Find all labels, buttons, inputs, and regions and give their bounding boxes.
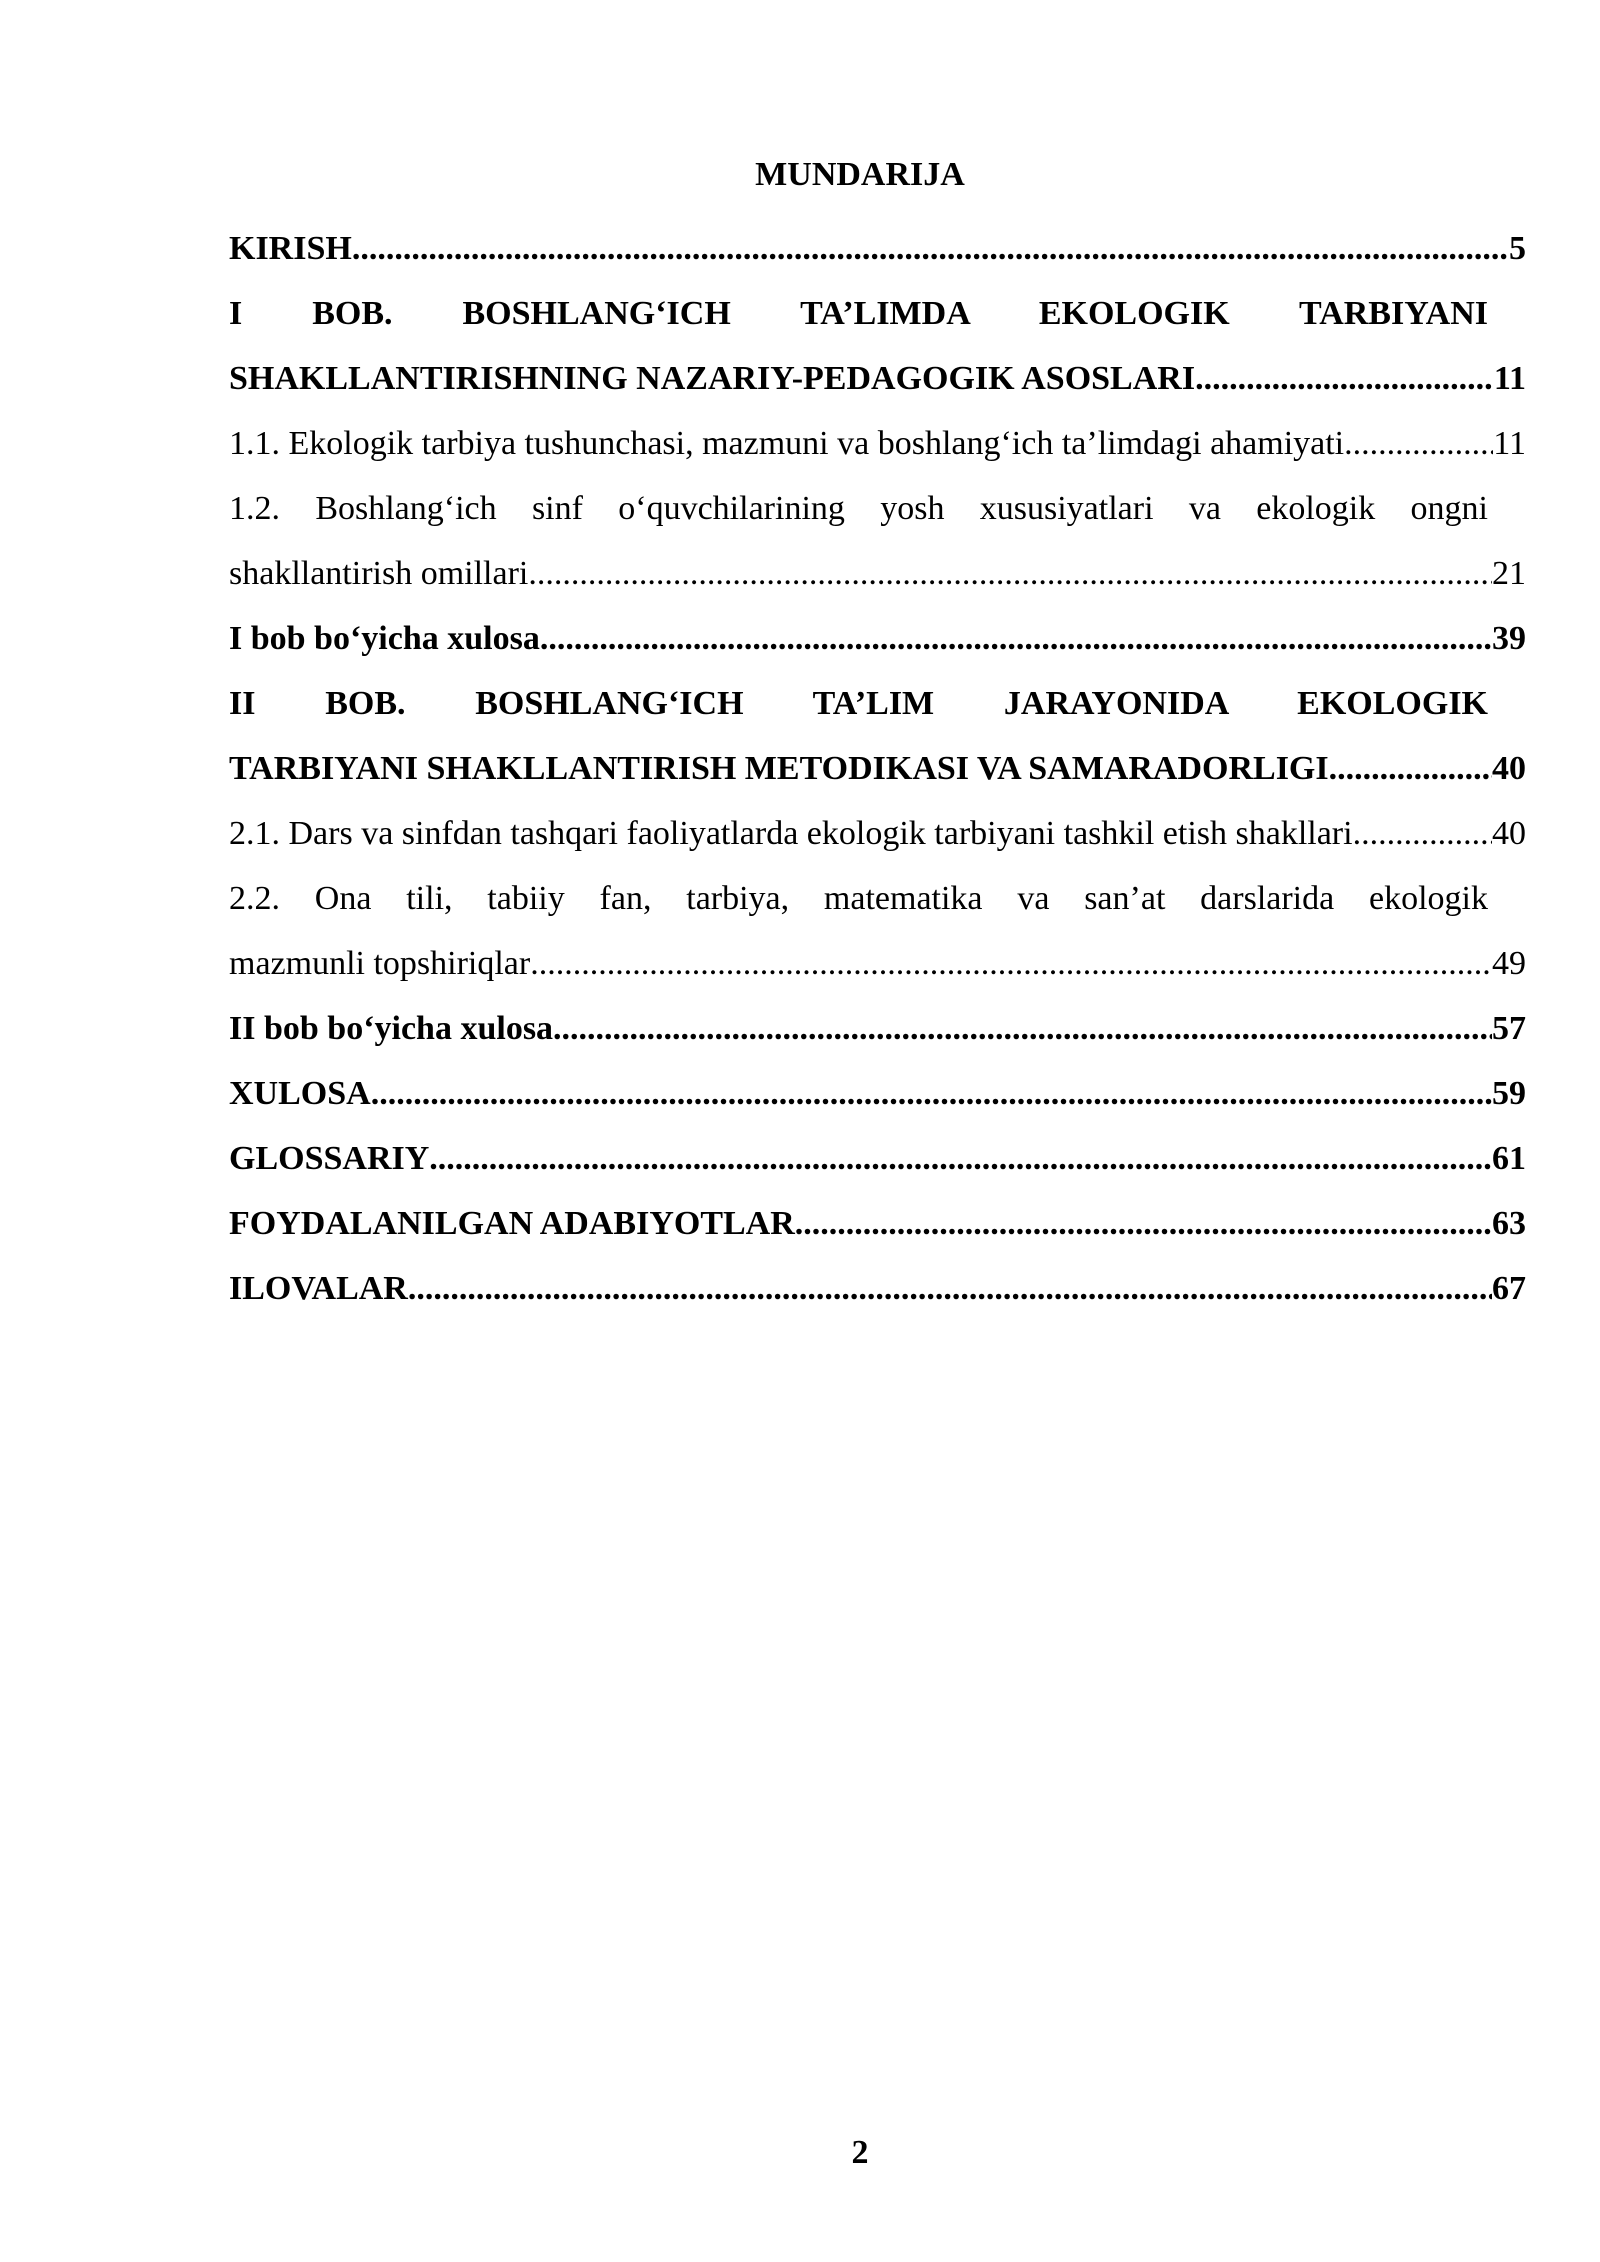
toc-entry-xulosa-2[interactable]: [229, 996, 1526, 1061]
toc-entry-2-2-line2[interactable]: [229, 931, 1526, 996]
toc-entry-page: 40: [1492, 815, 1526, 852]
toc-entry-text: XULOSA: [229, 1075, 371, 1112]
toc-entry-text: SHAKLLANTIRISHNING NAZARIY-PEDAGOGIK ASOSLARI: [229, 360, 1196, 397]
dot-leader: [795, 1191, 1492, 1256]
dot-leader: [1195, 346, 1494, 411]
dot-leader: [553, 996, 1492, 1061]
toc-entry-page: 49: [1492, 945, 1526, 982]
toc-entry-1-1[interactable]: [229, 411, 1526, 476]
toc-entry-text: I bob bo‘yicha xulosa: [229, 620, 540, 657]
toc-entry-page: 39: [1492, 620, 1526, 657]
toc-entry-text: shakllantirish omillari: [229, 555, 529, 592]
toc-entry-xulosa-1[interactable]: [229, 606, 1526, 671]
toc-entry-text: FOYDALANILGAN ADABIYOTLAR: [229, 1205, 795, 1242]
toc-entry-1-2-line1[interactable]: 1.2. Boshlang‘ich sinf o‘quvchilarining yosh xususiyatlari va ekologik ongni: [229, 490, 1488, 527]
dot-leader: [530, 931, 1492, 996]
dot-leader: [1353, 411, 1494, 476]
toc-title: MUNDARIJA: [755, 156, 965, 193]
toc-entry-page: 40: [1492, 750, 1526, 787]
toc-entry-text: TARBIYANI SHAKLLANTIRISH METODIKASI VA SAMARADORLIGI.: [229, 750, 1338, 787]
toc-entry-xulosa[interactable]: [229, 1061, 1526, 1126]
page-number: 2: [851, 2134, 869, 2171]
toc-entry-text: GLOSSARIY: [229, 1140, 430, 1177]
toc-entry-text: ILOVALAR: [229, 1270, 408, 1307]
toc-entry-bob2-line1[interactable]: II BOB. BOSHLANG‘ICH TA’LIM JARAYONIDA EKOLOGIK: [229, 685, 1488, 722]
toc-entry-kirish[interactable]: [229, 216, 1526, 281]
toc-entry-page: 63: [1492, 1205, 1526, 1242]
toc-entry-adabiyotlar[interactable]: [229, 1191, 1526, 1256]
toc-entry-page: 67: [1492, 1270, 1526, 1307]
toc-entry-text: KIRISH: [229, 230, 352, 267]
table-of-contents: [229, 216, 1526, 1321]
toc-entry-text: mazmunli topshiriqlar: [229, 945, 531, 982]
toc-entry-2-1[interactable]: [229, 801, 1526, 866]
toc-entry-page: 21: [1492, 555, 1526, 592]
dot-leader: [352, 216, 1509, 281]
toc-entry-glossariy[interactable]: [229, 1126, 1526, 1191]
toc-entry-text: 1.1. Ekologik tarbiya tushunchasi, mazmuni va boshlang‘ich ta’limdagi ahamiyati.: [229, 425, 1353, 462]
toc-entry-page: 61: [1492, 1140, 1526, 1177]
toc-entry-bob1-line2[interactable]: [229, 346, 1526, 411]
toc-entry-page: 59: [1492, 1075, 1526, 1112]
toc-entry-page: 57: [1492, 1010, 1526, 1047]
toc-entry-bob2-line2[interactable]: [229, 736, 1526, 801]
dot-leader: [540, 606, 1492, 671]
toc-entry-text: 2.1. Dars va sinfdan tashqari faoliyatlarda ekologik tarbiyani tashkil etish shakllari.: [229, 815, 1362, 852]
toc-entry-page: 11: [1493, 360, 1526, 397]
dot-leader: [429, 1126, 1492, 1191]
toc-entry-page: 5: [1509, 230, 1526, 267]
toc-entry-1-2-line2[interactable]: [229, 541, 1526, 606]
toc-entry-ilovalar[interactable]: [229, 1256, 1526, 1321]
toc-entry-text: II bob bo‘yicha xulosa: [229, 1010, 554, 1047]
dot-leader: [528, 541, 1492, 606]
dot-leader: [1337, 736, 1492, 801]
dot-leader: [1361, 801, 1492, 866]
dot-leader: [408, 1256, 1492, 1321]
toc-entry-2-2-line1[interactable]: 2.2. Ona tili, tabiiy fan, tarbiya, matematika va san’at darslarida ekologik: [229, 880, 1488, 917]
toc-entry-bob1-line1[interactable]: I BOB. BOSHLANG‘ICH TA’LIMDA EKOLOGIK TARBIYANI: [229, 295, 1488, 332]
toc-entry-page: 11: [1493, 425, 1526, 462]
dot-leader: [371, 1061, 1492, 1126]
